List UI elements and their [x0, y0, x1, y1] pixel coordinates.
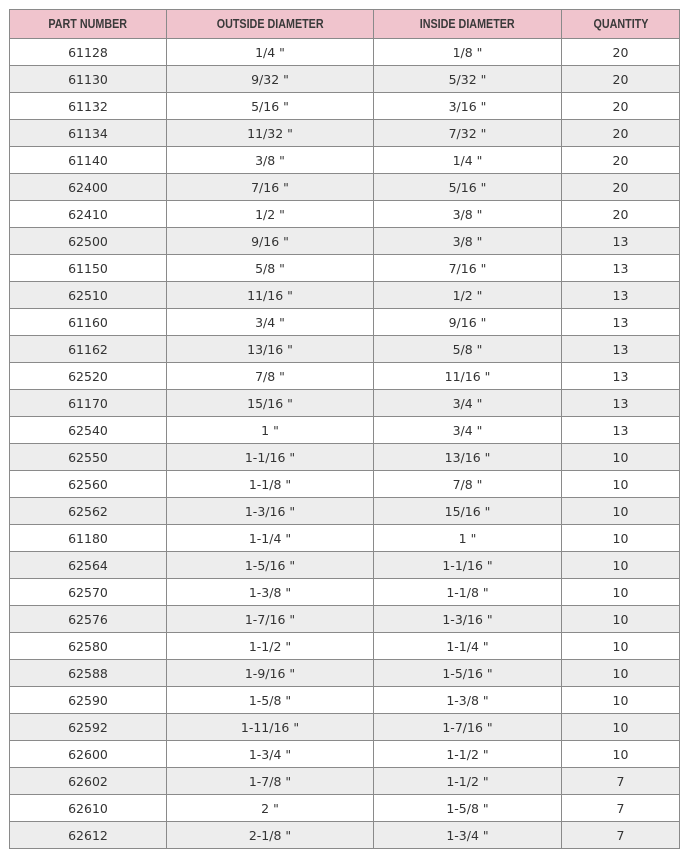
inside-diameter-cell: 7/16 "	[374, 255, 562, 282]
part-number-cell: 62602	[10, 768, 167, 795]
part-number-cell: 62520	[10, 363, 167, 390]
inside-diameter-cell: 1-1/8 "	[374, 579, 562, 606]
table-row	[10, 201, 680, 228]
outside-diameter-cell: 1/4 "	[167, 39, 374, 66]
table-row	[10, 282, 680, 309]
quantity-cell: 20	[562, 120, 680, 147]
part-number-cell: 62612	[10, 822, 167, 849]
outside-diameter-cell: 1-5/16 "	[167, 552, 374, 579]
quantity-cell: 20	[562, 39, 680, 66]
part-number-cell: 61128	[10, 39, 167, 66]
inside-diameter-cell: 9/16 "	[374, 309, 562, 336]
table-row	[10, 606, 680, 633]
outside-diameter-cell: 2 "	[167, 795, 374, 822]
part-number-cell: 62590	[10, 687, 167, 714]
outside-diameter-cell: 1-9/16 "	[167, 660, 374, 687]
quantity-cell: 7	[562, 822, 680, 849]
quantity-cell: 20	[562, 201, 680, 228]
inside-diameter-cell: 1-5/8 "	[374, 795, 562, 822]
inside-diameter-cell: 11/16 "	[374, 363, 562, 390]
part-number-cell: 61160	[10, 309, 167, 336]
quantity-cell: 13	[562, 309, 680, 336]
header-outside-diameter: OUTSIDE DIAMETER	[167, 10, 374, 39]
outside-diameter-cell: 1-1/8 "	[167, 471, 374, 498]
outside-diameter-cell: 3/8 "	[167, 147, 374, 174]
part-number-cell: 62550	[10, 444, 167, 471]
inside-diameter-cell: 1-1/2 "	[374, 768, 562, 795]
quantity-cell: 7	[562, 768, 680, 795]
part-number-cell: 61130	[10, 66, 167, 93]
inside-diameter-cell: 5/16 "	[374, 174, 562, 201]
table-row	[10, 579, 680, 606]
outside-diameter-cell: 13/16 "	[167, 336, 374, 363]
outside-diameter-cell: 7/16 "	[167, 174, 374, 201]
inside-diameter-cell: 5/32 "	[374, 66, 562, 93]
table-row	[10, 93, 680, 120]
inside-diameter-cell: 1/8 "	[374, 39, 562, 66]
table-row	[10, 471, 680, 498]
header-row	[10, 10, 680, 39]
outside-diameter-cell: 9/16 "	[167, 228, 374, 255]
outside-diameter-cell: 1/2 "	[167, 201, 374, 228]
quantity-cell: 10	[562, 660, 680, 687]
part-number-cell: 62580	[10, 633, 167, 660]
quantity-cell: 7	[562, 795, 680, 822]
quantity-cell: 13	[562, 336, 680, 363]
table-row	[10, 363, 680, 390]
inside-diameter-cell: 15/16 "	[374, 498, 562, 525]
table-row	[10, 552, 680, 579]
outside-diameter-cell: 15/16 "	[167, 390, 374, 417]
part-number-cell: 62600	[10, 741, 167, 768]
table-row	[10, 120, 680, 147]
parts-table	[9, 9, 680, 849]
part-number-cell: 62610	[10, 795, 167, 822]
outside-diameter-cell: 2-1/8 "	[167, 822, 374, 849]
outside-diameter-cell: 1-7/8 "	[167, 768, 374, 795]
part-number-cell: 62592	[10, 714, 167, 741]
inside-diameter-cell: 7/8 "	[374, 471, 562, 498]
quantity-cell: 10	[562, 498, 680, 525]
quantity-cell: 10	[562, 552, 680, 579]
inside-diameter-cell: 3/8 "	[374, 201, 562, 228]
quantity-cell: 13	[562, 363, 680, 390]
part-number-cell: 62540	[10, 417, 167, 444]
part-number-cell: 62560	[10, 471, 167, 498]
inside-diameter-cell: 3/8 "	[374, 228, 562, 255]
outside-diameter-cell: 9/32 "	[167, 66, 374, 93]
outside-diameter-cell: 1-1/4 "	[167, 525, 374, 552]
part-number-cell: 62588	[10, 660, 167, 687]
quantity-cell: 20	[562, 174, 680, 201]
table-row	[10, 309, 680, 336]
table-body	[10, 39, 680, 849]
table-row	[10, 174, 680, 201]
inside-diameter-cell: 1-1/4 "	[374, 633, 562, 660]
part-number-cell: 61170	[10, 390, 167, 417]
outside-diameter-cell: 1 "	[167, 417, 374, 444]
quantity-cell: 10	[562, 471, 680, 498]
quantity-cell: 20	[562, 66, 680, 93]
outside-diameter-cell: 1-7/16 "	[167, 606, 374, 633]
inside-diameter-cell: 7/32 "	[374, 120, 562, 147]
part-number-cell: 62564	[10, 552, 167, 579]
table-row	[10, 687, 680, 714]
quantity-cell: 13	[562, 417, 680, 444]
inside-diameter-cell: 3/16 "	[374, 93, 562, 120]
quantity-cell: 13	[562, 255, 680, 282]
part-number-cell: 62570	[10, 579, 167, 606]
outside-diameter-cell: 3/4 "	[167, 309, 374, 336]
inside-diameter-cell: 1-5/16 "	[374, 660, 562, 687]
part-number-cell: 62500	[10, 228, 167, 255]
outside-diameter-cell: 7/8 "	[167, 363, 374, 390]
table-row	[10, 660, 680, 687]
inside-diameter-cell: 1/4 "	[374, 147, 562, 174]
quantity-cell: 10	[562, 606, 680, 633]
inside-diameter-cell: 1 "	[374, 525, 562, 552]
quantity-cell: 20	[562, 93, 680, 120]
table-row	[10, 633, 680, 660]
table-row	[10, 444, 680, 471]
part-number-cell: 62410	[10, 201, 167, 228]
outside-diameter-cell: 11/32 "	[167, 120, 374, 147]
table-row	[10, 741, 680, 768]
table-header	[10, 10, 680, 39]
part-number-cell: 61134	[10, 120, 167, 147]
header-inside-diameter: INSIDE DIAMETER	[374, 10, 562, 39]
inside-diameter-cell: 3/4 "	[374, 390, 562, 417]
outside-diameter-cell: 11/16 "	[167, 282, 374, 309]
outside-diameter-cell: 1-5/8 "	[167, 687, 374, 714]
table-row	[10, 390, 680, 417]
table-row	[10, 255, 680, 282]
table-row	[10, 498, 680, 525]
quantity-cell: 13	[562, 282, 680, 309]
part-number-cell: 62510	[10, 282, 167, 309]
table-row	[10, 39, 680, 66]
table-row	[10, 795, 680, 822]
table-row	[10, 417, 680, 444]
inside-diameter-cell: 1-3/16 "	[374, 606, 562, 633]
header-part-number: PART NUMBER	[10, 10, 167, 39]
table-row	[10, 525, 680, 552]
quantity-cell: 10	[562, 579, 680, 606]
part-number-cell: 62576	[10, 606, 167, 633]
outside-diameter-cell: 1-1/16 "	[167, 444, 374, 471]
quantity-cell: 13	[562, 228, 680, 255]
quantity-cell: 10	[562, 714, 680, 741]
outside-diameter-cell: 1-3/16 "	[167, 498, 374, 525]
inside-diameter-cell: 1-1/2 "	[374, 741, 562, 768]
quantity-cell: 13	[562, 390, 680, 417]
inside-diameter-cell: 1-3/8 "	[374, 687, 562, 714]
inside-diameter-cell: 5/8 "	[374, 336, 562, 363]
part-number-cell: 61180	[10, 525, 167, 552]
table-row	[10, 768, 680, 795]
inside-diameter-cell: 1-7/16 "	[374, 714, 562, 741]
quantity-cell: 10	[562, 741, 680, 768]
outside-diameter-cell: 1-11/16 "	[167, 714, 374, 741]
inside-diameter-cell: 1-3/4 "	[374, 822, 562, 849]
table-row	[10, 714, 680, 741]
header-quantity: QUANTITY	[562, 10, 680, 39]
table-row	[10, 228, 680, 255]
inside-diameter-cell: 13/16 "	[374, 444, 562, 471]
table-row	[10, 147, 680, 174]
outside-diameter-cell: 1-3/4 "	[167, 741, 374, 768]
quantity-cell: 10	[562, 633, 680, 660]
part-number-cell: 62562	[10, 498, 167, 525]
table-row	[10, 822, 680, 849]
outside-diameter-cell: 1-3/8 "	[167, 579, 374, 606]
quantity-cell: 10	[562, 525, 680, 552]
outside-diameter-cell: 5/8 "	[167, 255, 374, 282]
part-number-cell: 61132	[10, 93, 167, 120]
part-number-cell: 61162	[10, 336, 167, 363]
outside-diameter-cell: 5/16 "	[167, 93, 374, 120]
inside-diameter-cell: 3/4 "	[374, 417, 562, 444]
quantity-cell: 10	[562, 687, 680, 714]
table-row	[10, 336, 680, 363]
quantity-cell: 10	[562, 444, 680, 471]
part-number-cell: 61140	[10, 147, 167, 174]
outside-diameter-cell: 1-1/2 "	[167, 633, 374, 660]
part-number-cell: 62400	[10, 174, 167, 201]
quantity-cell: 20	[562, 147, 680, 174]
inside-diameter-cell: 1-1/16 "	[374, 552, 562, 579]
inside-diameter-cell: 1/2 "	[374, 282, 562, 309]
part-number-cell: 61150	[10, 255, 167, 282]
table-row	[10, 66, 680, 93]
